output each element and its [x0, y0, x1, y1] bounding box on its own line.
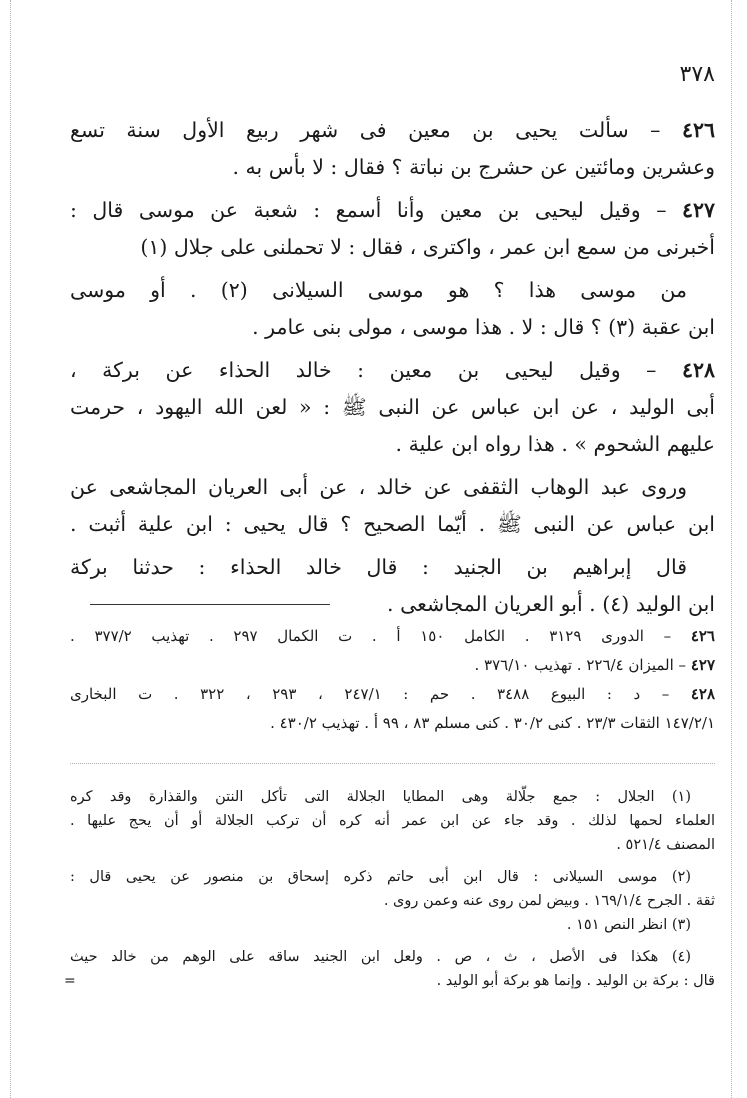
footnote-line: [70, 913, 715, 937]
line-text: قال إبراهيم بن الجنيد : قال خالد الحذاء : حدثنا بركة: [70, 555, 687, 579]
footnote-separator: [90, 604, 330, 605]
line-text: ثقة . الجرح ١٦٩/١/٤ . وبيض لمن روى عنه وعمن روى .: [383, 893, 715, 909]
text-line: [70, 229, 715, 266]
line-text: المصنف ٥٢١/٤ .: [616, 837, 715, 853]
footnote-line: [70, 889, 715, 913]
text-line: [70, 549, 715, 586]
main-text: [70, 112, 715, 623]
line-text: – وقيل ليحيى بن معين وأنا أسمع : شعبة عن موسى قال :: [70, 198, 682, 222]
text-line: [70, 272, 715, 309]
line-text: قال : بركة بن الوليد . وإنما هو بركة أبو الوليد .: [436, 973, 715, 989]
text-line: [70, 469, 715, 506]
text-line: [70, 149, 715, 186]
paragraph-gap: [70, 937, 715, 945]
entry-number: ٤٢٨: [690, 685, 715, 703]
entry-number: ٤٢٧: [690, 656, 715, 674]
footnote-line: [70, 833, 715, 857]
line-text: وروى عبد الوهاب الثقفى عن خالد ، عن أبى العريان المجاشعى عن: [70, 475, 687, 499]
line-text: أبى الوليد ، عن ابن عباس عن النبى ﷺ : « لعن الله اليهود ، حرمت: [70, 395, 715, 419]
text-line: [70, 352, 715, 389]
line-text: – وقيل ليحيى بن معين : خالد الحذاء عن بركة ،: [70, 358, 682, 382]
left-margin-line: [10, 0, 11, 1098]
text-line: [70, 309, 715, 346]
footnote-line: [64, 969, 715, 993]
footnote-line: [70, 865, 715, 889]
line-text: ١٤٧/٢/١ الثقات ٢٣/٣ . كنى ٣٠/٢ . كنى مسلم ٨٣ ، ٩٩ أ . تهذيب ٤٣٠/٢ .: [270, 714, 715, 732]
line-text: من موسى هذا ؟ هو موسى السيلانى (٢) . أو موسى: [70, 278, 687, 302]
footnote-line: [70, 809, 715, 833]
line-text: – سألت يحيى بن معين فى شهر ربيع الأول سنة تسع: [70, 118, 682, 142]
line-text: ابن الوليد (٤) . أبو العريان المجاشعى .: [387, 592, 715, 616]
reference-line: [70, 651, 715, 680]
reference-line: [70, 680, 715, 709]
text-line: [70, 192, 715, 229]
line-text: (٢) موسى السيلانى : قال ابن أبى حاتم ذكره إسحاق بن منصور عن يحيى قال :: [70, 869, 691, 885]
line-text: (١) الجلال : جمع جلّالة وهى المطايا الجلالة التى تأكل النتن والقذارة وقد كره: [70, 789, 691, 805]
line-text: (٤) هكذا فى الأصل ، ث ، ص . ولعل ابن الجنيد ساقه على الوهم من خالد حيث: [70, 949, 691, 965]
text-line: [70, 426, 715, 463]
line-text: (٣) انظر النص ١٥١ .: [566, 917, 691, 933]
line-text: ابن عقبة (٣) ؟ قال : لا . هذا موسى ، مولى بنى عامر .: [252, 315, 715, 339]
dotted-divider: [70, 763, 715, 764]
text-line: [70, 506, 715, 543]
page-number: ٣٧٨: [679, 62, 715, 87]
line-text: ابن عباس عن النبى ﷺ . أيّما الصحيح ؟ قال يحيى : ابن علية أثبت .: [70, 512, 715, 536]
entry-number: ٤٢٨: [681, 358, 715, 382]
line-text: عليهم الشحوم » . هذا رواه ابن علية .: [395, 432, 715, 456]
line-text: – الميزان ٢٢٦/٤ . تهذيب ٣٧٦/١٠ .: [474, 656, 691, 674]
entry-number: ٤٢٦: [681, 118, 715, 142]
reference-line: [70, 709, 715, 738]
right-margin-line: [731, 0, 732, 1098]
text-line: [70, 112, 715, 149]
paragraph-gap: [70, 857, 715, 865]
continuation-mark: =: [64, 973, 76, 989]
entry-number: ٤٢٦: [690, 627, 715, 645]
line-text: – الدورى ٣١٢٩ . الكامل ١٥٠ أ . ت الكمال ٢٩٧ . تهذيب ٣٧٧/٢ .: [70, 627, 691, 645]
line-text: – د : البيوع ٣٤٨٨ . حم : ٢٤٧/١ ، ٢٩٣ ، ٣٢٢ . ت البخارى: [70, 685, 691, 703]
footnotes: [64, 785, 715, 993]
entry-number: ٤٢٧: [681, 198, 715, 222]
line-text: وعشرين ومائتين عن حشرج بن نباتة ؟ فقال : لا بأس به .: [232, 155, 715, 179]
text-line: [70, 389, 715, 426]
footnote-line: [70, 785, 715, 809]
footnote-line: [70, 945, 715, 969]
reference-line: [70, 622, 715, 651]
source-references: [70, 622, 715, 738]
line-text: العلماء لحمها لذلك . وقد جاء عن ابن عمر أنه كره أن تركب الجلالة أو أن يحج عليها .: [70, 813, 715, 829]
line-text: أخبرنى من سمع ابن عمر ، واكترى ، فقال : لا تحملنى على جلال (١): [140, 235, 715, 259]
